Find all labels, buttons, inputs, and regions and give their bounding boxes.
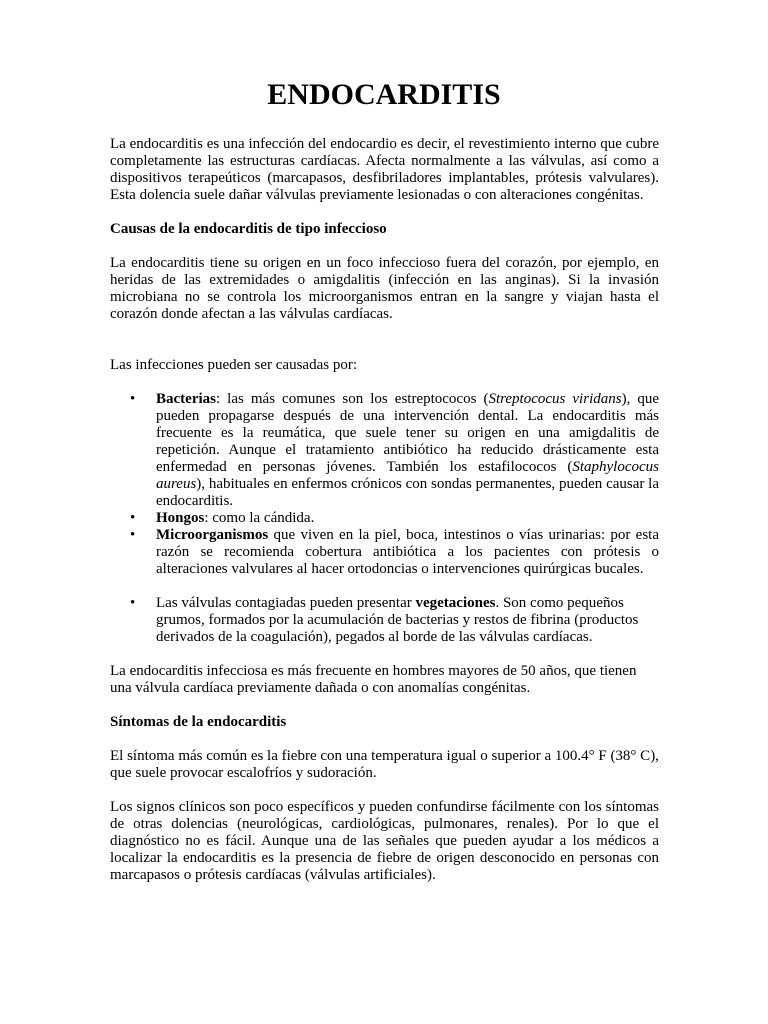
- bacterias-text-1: : las más comunes son los estreptococos (: [215, 391, 489, 407]
- species-staphylococus: Staphylococus aureus: [156, 459, 659, 492]
- microorganismos-text: que viven en la piel, boca, intestinos o vías urinarias: por esta razón se recomienda cobertura antibiótica a los pacientes con prótesis o alteraciones valvulares al hacer ortodoncias o intervenciones quirúrgicas bucales.: [156, 527, 659, 577]
- bacterias-text-2: ), que pueden propagarse después de una intervención dental. La endocarditis más frecuente es la reumática, que suele tener su origen en una amigdalitis de repetición. Aunque el tratamiento antibiótico ha reducido drásticamente esta enfermedad en personas jóvenes. También los estafilococos (: [156, 391, 660, 475]
- causes-list: [110, 391, 659, 578]
- infecciosa-paragraph: La endocarditis infecciosa es más frecuente en hombres mayores de 50 años, que tienen una válvula cardíaca previamente dañada o con anomalías congénitas.: [110, 663, 637, 696]
- list-item-hongos: [110, 510, 659, 527]
- bullet-icon: •: [130, 391, 136, 407]
- valvulas-text-1: Las válvulas contagiadas pueden presentar: [156, 595, 416, 611]
- intro-paragraph: La endocarditis es una infección del endocardio es decir, el revestimiento interno que cubre completamente las estructuras cardíacas. Afecta normalmente a las válvulas, así como a dispositivos terapeúticos (marcapasos, desfibriladores implantables, prótesis valvulares). Esta dolencia suele dañar válvulas previamente lesionadas o con alteraciones congénitas.: [110, 136, 659, 203]
- list-item-valvulas: [110, 595, 659, 646]
- symptoms-heading: Síntomas de la endocarditis: [110, 714, 287, 730]
- list-item-bacterias: [110, 391, 659, 510]
- vegetaciones-list: [110, 595, 659, 646]
- causes-heading: Causas de la endocarditis de tipo infeccioso: [110, 221, 387, 237]
- bullet-icon: •: [130, 527, 136, 543]
- term-microorganismos: Microorganismos: [156, 527, 269, 543]
- symptoms-paragraph-2: Los signos clínicos son poco específicos y pueden confundirse fácilmente con los síntomas de otras dolencias (neurológicas, cardiológicas, pulmonares, renales). Por lo que el diagnóstico no es fácil. Aunque una de las señales que pueden ayudar a los médicos a localizar la endocarditis es la presencia de fiebre de origen desconocido en personas con marcapasos o prótesis cardíacas (válvulas artificiales).: [110, 799, 659, 883]
- species-streptococus: Streptococus viridans: [488, 391, 622, 407]
- causes-paragraph: La endocarditis tiene su origen en un foco infeccioso fuera del corazón, por ejemplo, en heridas de las extremidades o amigdalitis (infección en las anginas). Si la invasión microbiana no se controla los microorganismos entran en la sangre y viajan hasta el corazón donde afectan a las válvulas cardíacas.: [110, 255, 659, 322]
- list-item-microorganismos: [110, 527, 659, 578]
- bullet-icon: •: [130, 510, 136, 526]
- hongos-text: : como la cándida.: [204, 510, 315, 526]
- document-body: [110, 136, 659, 901]
- term-hongos: Hongos: [156, 510, 205, 526]
- bullet-icon: •: [130, 595, 136, 611]
- bacterias-text-3: ), habituales en enfermos crónicos con sondas permanentes, pueden causar la endocarditis.: [156, 476, 659, 509]
- causes-lead-paragraph: Las infecciones pueden ser causadas por:: [110, 357, 357, 373]
- valvulas-text-2: . Son como pequeños grumos, formados por la acumulación de bacterias y restos de fibrina (productos derivados de la coagulación), pegados al borde de las válvulas cardíacas.: [156, 595, 639, 645]
- page-title: ENDOCARDITIS: [267, 78, 501, 111]
- term-bacterias: Bacterias: [156, 391, 216, 407]
- symptoms-paragraph-1: El síntoma más común es la fiebre con una temperatura igual o superior a 100.4° F (38° C), que suele provocar escalofríos y sudoración.: [110, 748, 659, 781]
- term-vegetaciones: vegetaciones: [415, 595, 496, 611]
